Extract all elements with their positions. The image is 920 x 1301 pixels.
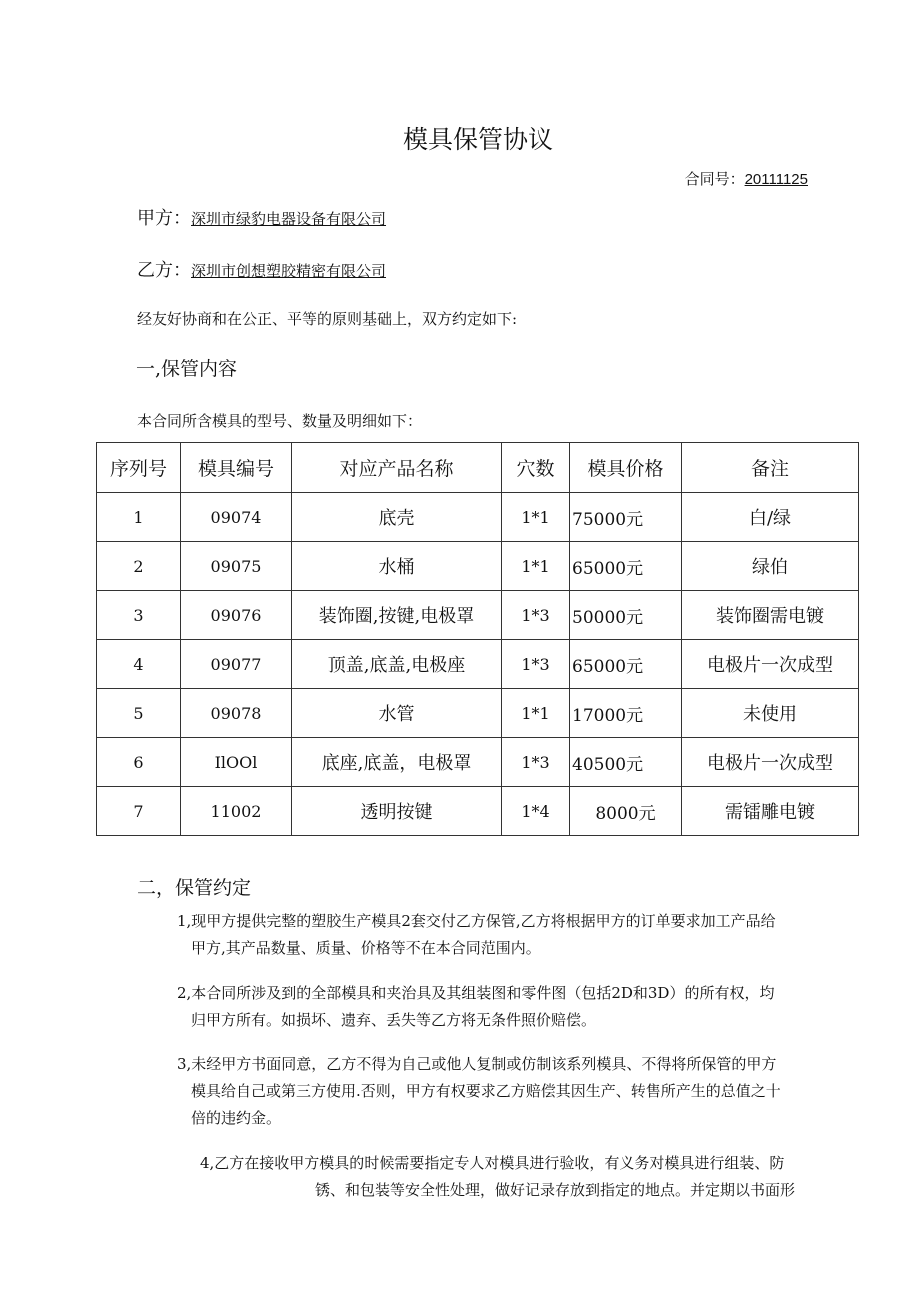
table-row	[97, 640, 859, 689]
party-b-label: 乙方：	[137, 260, 191, 281]
cell-product-name: 水桶	[292, 542, 502, 591]
page-title: 模具保管协议	[402, 125, 553, 154]
party-a-name: 深圳市绿豹电器设备有限公司	[191, 210, 387, 228]
clause-2-line-2: 归甲方所有。如损坏、遗弃、丢失等乙方将无条件照价赔偿。	[191, 1011, 597, 1029]
cell-mold-price: 65000元	[570, 542, 682, 591]
header-product-name: 对应产品名称	[292, 443, 502, 493]
cell-product-name: 水管	[292, 689, 502, 738]
contract-number-label: 合同号：	[684, 170, 745, 188]
clause-4	[200, 1150, 795, 1204]
cell-product-name: 底壳	[292, 493, 502, 542]
clause-2-line-1: 2,本合同所涉及到的全部模具和夹治具及其组装图和零件图（包括2D和3D）的所有权，均	[177, 984, 775, 1002]
cell-remarks: 装饰圈需电镀	[682, 591, 859, 640]
cell-remarks: 绿伯	[682, 542, 859, 591]
party-a-label: 甲方：	[137, 208, 191, 229]
party-b	[137, 256, 386, 282]
clause-4-line-1: 4,乙方在接收甲方模具的时候需要指定专人对模具进行验收，有义务对模具进行组装、防	[200, 1154, 785, 1172]
cell-mold-price: 50000元	[570, 591, 682, 640]
table-intro: 本合同所含模具的型号、数量及明细如下：	[137, 412, 423, 430]
cell-product-name: 装饰圈,按键,电极罩	[292, 591, 502, 640]
cell-cavities: 1*1	[502, 689, 570, 738]
cell-mold-code: IlOOl	[181, 738, 292, 787]
contract-number-value: 20111125	[744, 171, 808, 188]
intro-text: 经友好协商和在公正、平等的原则基础上，双方约定如下:	[137, 310, 518, 328]
cell-mold-price: 17000元	[570, 689, 682, 738]
cell-cavities: 1*1	[502, 542, 570, 591]
table-row	[97, 542, 859, 591]
cell-cavities: 1*3	[502, 591, 570, 640]
section-2-heading: 二，保管约定	[137, 877, 252, 899]
clause-1-line-2: 甲方,其产品数量、质量、价格等不在本合同范围内。	[191, 939, 541, 957]
cell-remarks: 白/绿	[682, 493, 859, 542]
clause-1	[177, 908, 776, 962]
header-serial: 序列号	[97, 443, 181, 493]
header-mold-price: 模具价格	[570, 443, 682, 493]
party-a	[137, 204, 386, 230]
section-1-heading: 一,保管内容	[136, 358, 238, 380]
cell-serial: 3	[97, 591, 181, 640]
cell-mold-price: 40500元	[570, 738, 682, 787]
contract-number	[685, 168, 808, 189]
header-remarks: 备注	[682, 443, 859, 493]
cell-mold-price: 8000元	[570, 787, 682, 836]
clause-3	[177, 1051, 781, 1132]
cell-mold-code: 09077	[181, 640, 292, 689]
party-b-name: 深圳市创想塑胶精密有限公司	[191, 262, 387, 280]
table-row	[97, 738, 859, 787]
cell-cavities: 1*3	[502, 640, 570, 689]
cell-serial: 2	[97, 542, 181, 591]
clause-3-line-3: 倍的违约金。	[191, 1109, 282, 1127]
cell-product-name: 顶盖,底盖,电极座	[292, 640, 502, 689]
clause-2	[177, 980, 774, 1034]
table-row	[97, 689, 859, 738]
cell-mold-code: 09078	[181, 689, 292, 738]
cell-mold-code: 09076	[181, 591, 292, 640]
cell-serial: 1	[97, 493, 181, 542]
cell-mold-price: 65000元	[570, 640, 682, 689]
cell-serial: 4	[97, 640, 181, 689]
cell-mold-code: 09074	[181, 493, 292, 542]
header-mold-code: 模具编号	[181, 443, 292, 493]
clause-3-line-1: 3,未经甲方书面同意，乙方不得为自己或他人复制或仿制该系列模具、不得将所保管的甲方	[177, 1055, 777, 1073]
cell-remarks: 需镭雕电镀	[682, 787, 859, 836]
cell-product-name: 透明按键	[292, 787, 502, 836]
table-row	[97, 591, 859, 640]
mold-table	[96, 442, 859, 836]
cell-cavities: 1*4	[502, 787, 570, 836]
table-row	[97, 493, 859, 542]
cell-remarks: 电极片一次成型	[682, 640, 859, 689]
cell-serial: 6	[97, 738, 181, 787]
cell-mold-price: 75000元	[570, 493, 682, 542]
header-cavities: 穴数	[502, 443, 570, 493]
cell-serial: 7	[97, 787, 181, 836]
cell-mold-code: 11002	[181, 787, 292, 836]
cell-remarks: 未使用	[682, 689, 859, 738]
cell-remarks: 电极片一次成型	[682, 738, 859, 787]
table-header-row	[97, 443, 859, 493]
cell-product-name: 底座,底盖，电极罩	[292, 738, 502, 787]
clause-4-line-2: 锈、和包装等安全性处理，做好记录存放到指定的地点。并定期以书面形	[315, 1181, 796, 1199]
clause-3-line-2: 模具给自己或第三方使用.否则，甲方有权要求乙方赔偿其因生产、转售所产生的总值之十	[191, 1082, 781, 1100]
cell-cavities: 1*1	[502, 493, 570, 542]
cell-mold-code: 09075	[181, 542, 292, 591]
cell-cavities: 1*3	[502, 738, 570, 787]
clause-1-line-1: 1,现甲方提供完整的塑胶生产模具2套交付乙方保管,乙方将根据甲方的订单要求加工产品给	[177, 912, 776, 930]
cell-serial: 5	[97, 689, 181, 738]
table-row	[97, 787, 859, 836]
